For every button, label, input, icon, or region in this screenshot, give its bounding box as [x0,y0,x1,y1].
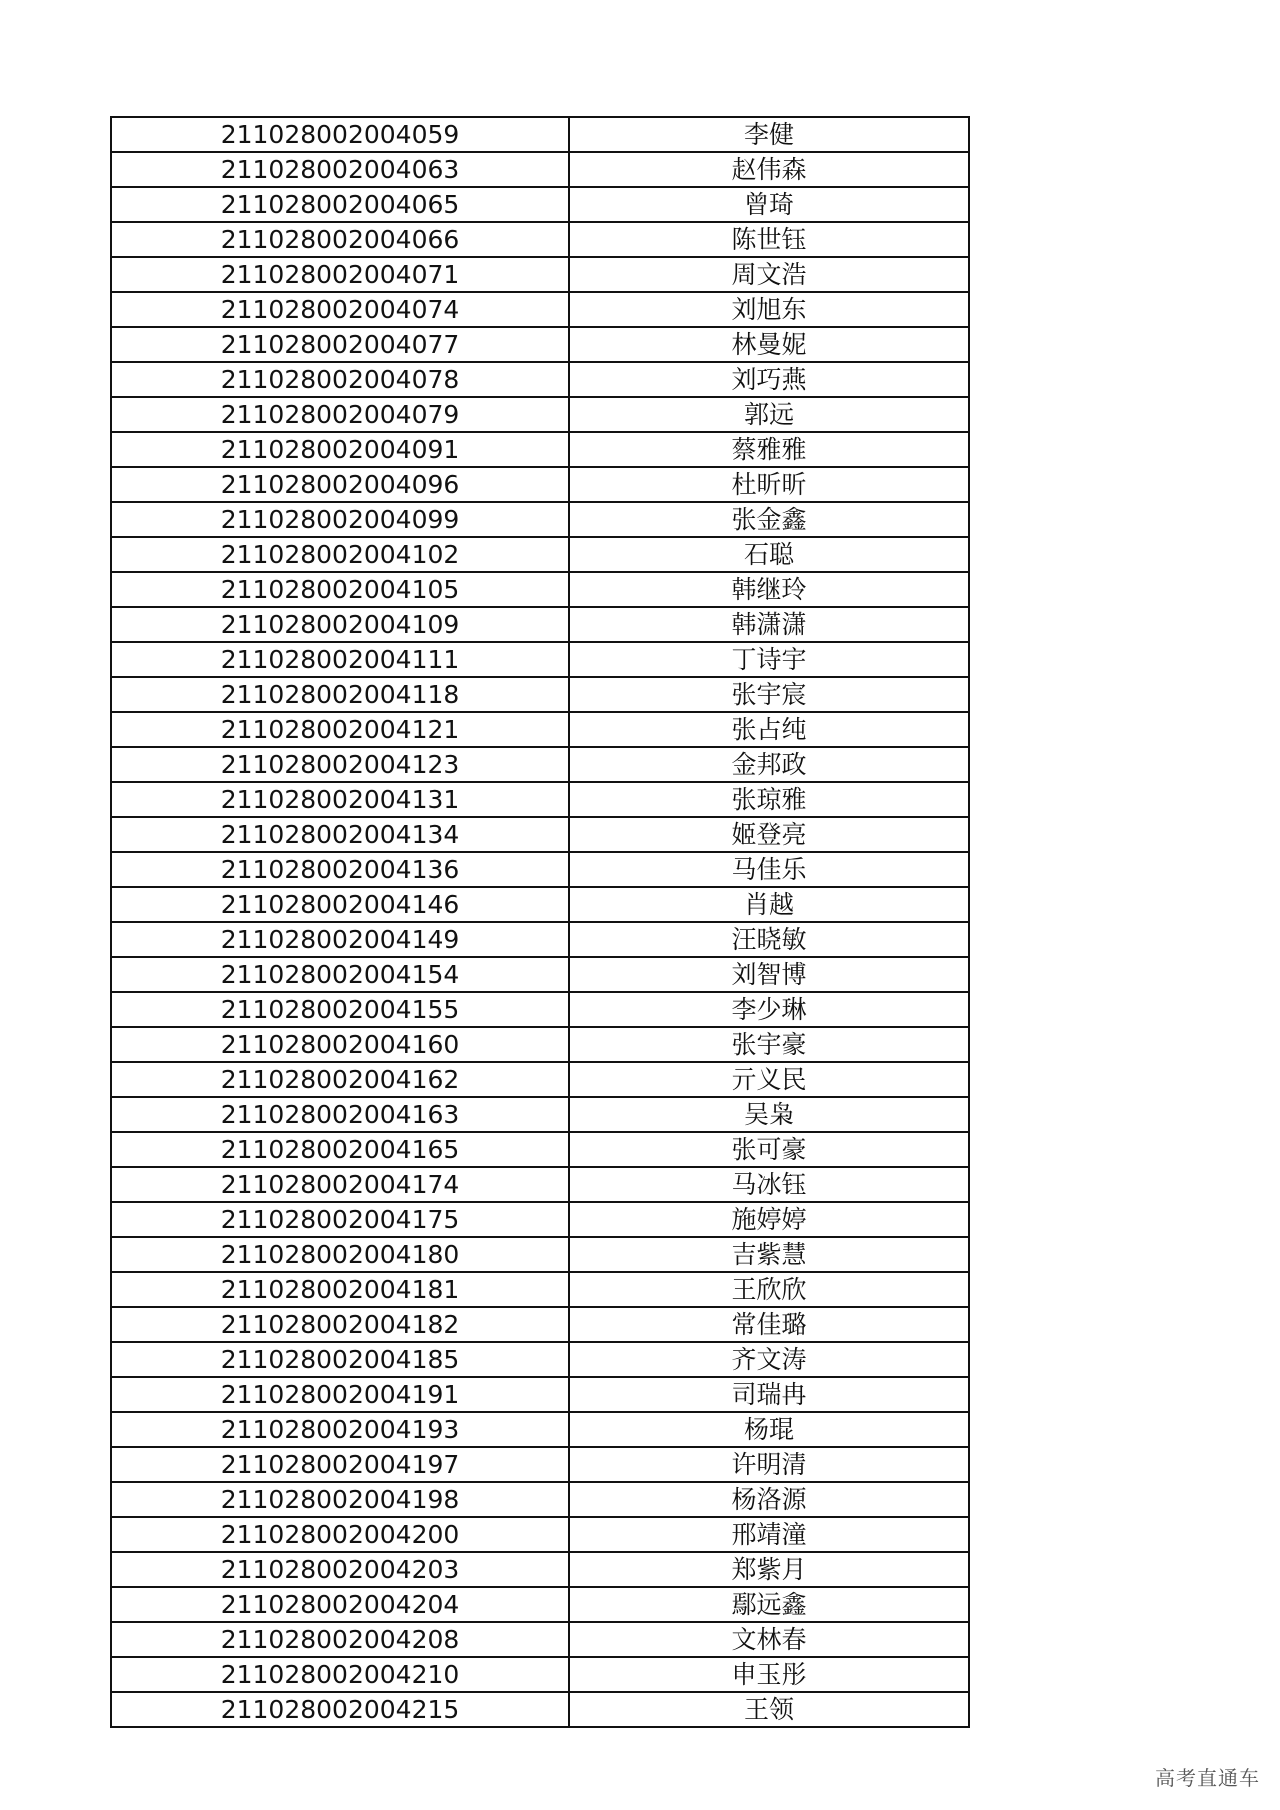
candidate-id-cell: 211028002004208 [111,1622,569,1657]
candidate-name-cell: 石聪 [569,537,969,572]
candidate-id-cell: 211028002004197 [111,1447,569,1482]
table-row [111,222,969,257]
table-row [111,782,969,817]
candidate-id-cell: 211028002004165 [111,1132,569,1167]
table-row [111,1272,969,1307]
table-row [111,537,969,572]
candidate-name-cell: 张金鑫 [569,502,969,537]
table-row [111,1377,969,1412]
table-row [111,1587,969,1622]
candidate-id-cell: 211028002004181 [111,1272,569,1307]
candidate-name-cell: 马冰钰 [569,1167,969,1202]
candidate-id-cell: 211028002004059 [111,117,569,152]
table-row [111,502,969,537]
candidate-name-cell: 施婷婷 [569,1202,969,1237]
table-row [111,1167,969,1202]
candidate-name-cell: 申玉彤 [569,1657,969,1692]
candidate-id-cell: 211028002004215 [111,1692,569,1727]
candidate-name-cell: 马佳乐 [569,852,969,887]
table-row [111,747,969,782]
table-row [111,922,969,957]
candidate-id-cell: 211028002004193 [111,1412,569,1447]
table-row [111,432,969,467]
candidate-name-cell: 张琼雅 [569,782,969,817]
candidate-id-cell: 211028002004099 [111,502,569,537]
candidate-name-cell: 杜昕昕 [569,467,969,502]
candidate-id-cell: 211028002004203 [111,1552,569,1587]
candidate-name-cell: 周文浩 [569,257,969,292]
table-row [111,1202,969,1237]
candidate-id-cell: 211028002004078 [111,362,569,397]
candidate-id-cell: 211028002004149 [111,922,569,957]
candidate-name-cell: 金邦政 [569,747,969,782]
candidate-name-cell: 刘巧燕 [569,362,969,397]
table-row [111,467,969,502]
candidate-id-cell: 211028002004204 [111,1587,569,1622]
table-row [111,1447,969,1482]
watermark-text: 高考直通车 [1155,1766,1260,1790]
candidate-id-cell: 211028002004105 [111,572,569,607]
candidate-id-cell: 211028002004109 [111,607,569,642]
table-row [111,1237,969,1272]
candidate-name-cell: 文林春 [569,1622,969,1657]
candidate-name-cell: 鄢远鑫 [569,1587,969,1622]
table-row [111,1027,969,1062]
table-row [111,607,969,642]
table-row [111,852,969,887]
table-row [111,327,969,362]
candidate-id-cell: 211028002004074 [111,292,569,327]
table-row [111,1657,969,1692]
table-row [111,292,969,327]
candidate-id-cell: 211028002004063 [111,152,569,187]
candidate-name-cell: 张可豪 [569,1132,969,1167]
roster-table-body [111,117,969,1727]
candidate-id-cell: 211028002004077 [111,327,569,362]
candidate-id-cell: 211028002004096 [111,467,569,502]
candidate-id-cell: 211028002004091 [111,432,569,467]
candidate-id-cell: 211028002004155 [111,992,569,1027]
candidate-name-cell: 丁诗宇 [569,642,969,677]
candidate-name-cell: 姬登亮 [569,817,969,852]
candidate-id-cell: 211028002004123 [111,747,569,782]
candidate-id-cell: 211028002004191 [111,1377,569,1412]
table-row [111,1342,969,1377]
table-row [111,1482,969,1517]
table-row [111,1552,969,1587]
candidate-id-cell: 211028002004066 [111,222,569,257]
candidate-id-cell: 211028002004102 [111,537,569,572]
candidate-id-cell: 211028002004121 [111,712,569,747]
table-row [111,1412,969,1447]
table-row [111,362,969,397]
table-row [111,187,969,222]
table-row [111,257,969,292]
candidate-name-cell: 王领 [569,1692,969,1727]
candidate-id-cell: 211028002004210 [111,1657,569,1692]
table-row [111,1692,969,1727]
table-row [111,1517,969,1552]
candidate-id-cell: 211028002004131 [111,782,569,817]
candidate-id-cell: 211028002004160 [111,1027,569,1062]
table-row [111,1622,969,1657]
candidate-name-cell: 郭远 [569,397,969,432]
candidate-id-cell: 211028002004079 [111,397,569,432]
table-row [111,817,969,852]
candidate-name-cell: 曾琦 [569,187,969,222]
candidate-name-cell: 蔡雅雅 [569,432,969,467]
candidate-name-cell: 陈世钰 [569,222,969,257]
table-row [111,397,969,432]
table-row [111,887,969,922]
candidate-name-cell: 李健 [569,117,969,152]
candidate-name-cell: 肖越 [569,887,969,922]
candidate-name-cell: 常佳璐 [569,1307,969,1342]
candidate-id-cell: 211028002004180 [111,1237,569,1272]
candidate-name-cell: 赵伟森 [569,152,969,187]
candidate-name-cell: 司瑞冉 [569,1377,969,1412]
candidate-id-cell: 211028002004182 [111,1307,569,1342]
candidate-name-cell: 韩潇潇 [569,607,969,642]
candidate-id-cell: 211028002004162 [111,1062,569,1097]
candidate-id-cell: 211028002004065 [111,187,569,222]
table-row [111,1097,969,1132]
candidate-name-cell: 王欣欣 [569,1272,969,1307]
candidate-name-cell: 张宇宸 [569,677,969,712]
table-row [111,117,969,152]
candidate-id-cell: 211028002004071 [111,257,569,292]
candidate-name-cell: 张宇豪 [569,1027,969,1062]
candidate-id-cell: 211028002004154 [111,957,569,992]
candidate-name-cell: 汪晓敏 [569,922,969,957]
candidate-id-cell: 211028002004175 [111,1202,569,1237]
table-row [111,992,969,1027]
candidate-id-cell: 211028002004174 [111,1167,569,1202]
candidate-name-cell: 杨琨 [569,1412,969,1447]
candidate-id-cell: 211028002004136 [111,852,569,887]
candidate-name-cell: 刘智博 [569,957,969,992]
table-row [111,957,969,992]
candidate-name-cell: 李少琳 [569,992,969,1027]
candidate-name-cell: 林曼妮 [569,327,969,362]
candidate-id-cell: 211028002004198 [111,1482,569,1517]
candidate-name-cell: 张占纯 [569,712,969,747]
roster-table [110,116,970,1728]
table-row [111,152,969,187]
table-row [111,712,969,747]
candidate-name-cell: 刘旭东 [569,292,969,327]
candidate-name-cell: 郑紫月 [569,1552,969,1587]
table-row [111,1132,969,1167]
candidate-name-cell: 许明清 [569,1447,969,1482]
table-row [111,642,969,677]
candidate-id-cell: 211028002004185 [111,1342,569,1377]
candidate-id-cell: 211028002004118 [111,677,569,712]
candidate-id-cell: 211028002004146 [111,887,569,922]
table-row [111,572,969,607]
table-row [111,1307,969,1342]
candidate-id-cell: 211028002004111 [111,642,569,677]
candidate-name-cell: 杨洛源 [569,1482,969,1517]
candidate-name-cell: 韩继玲 [569,572,969,607]
table-row [111,1062,969,1097]
candidate-id-cell: 211028002004200 [111,1517,569,1552]
candidate-id-cell: 211028002004134 [111,817,569,852]
candidate-name-cell: 吴枭 [569,1097,969,1132]
candidate-id-cell: 211028002004163 [111,1097,569,1132]
candidate-name-cell: 吉紫慧 [569,1237,969,1272]
candidate-name-cell: 齐文涛 [569,1342,969,1377]
candidate-name-cell: 亓义民 [569,1062,969,1097]
table-row [111,677,969,712]
candidate-name-cell: 邢靖潼 [569,1517,969,1552]
